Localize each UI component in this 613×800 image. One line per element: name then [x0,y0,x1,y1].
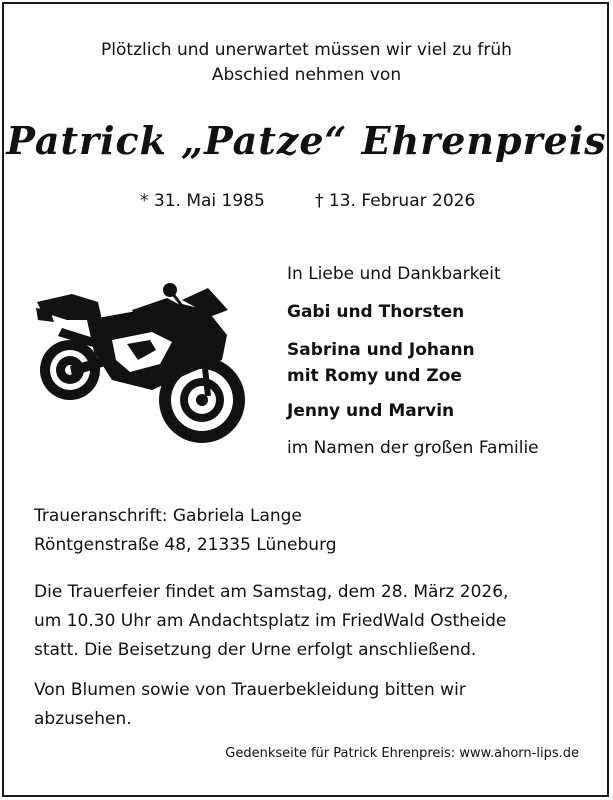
mourning-address [34,502,337,560]
mourners-outro: im Namen der großen Familie [287,438,539,458]
mourners-intro: In Liebe und Dankbarkeit [287,264,501,284]
death-date: † 13. Februar 2026 [315,191,476,211]
ceremony-text [34,578,594,665]
flowers-request [34,676,594,734]
ceremony-line-3: statt. Die Beisetzung der Urne erfolgt anschließend. [34,640,477,660]
mourners-group-1: Gabi und Thorsten [287,302,465,322]
address-line-1: Traueranschrift: Gabriela Lange [34,506,302,526]
ceremony-line-1: Die Trauerfeier findet am Samstag, dem 28. März 2026, [34,582,509,602]
mourners-group-2-line-2: mit Romy und Zoe [287,366,462,386]
mourners-group-2-line-1: Sabrina und Johann [287,340,475,360]
birth-date: * 31. Mai 1985 [140,191,265,211]
motorcycle-illustration [32,280,250,446]
flowers-line-1: Von Blumen sowie von Trauerbekleidung bitten wir [34,680,466,700]
memorial-page-link[interactable]: Gedenkseite für Patrick Ehrenpreis: www.ahorn-lips.de [225,746,579,761]
ceremony-line-2: um 10.30 Uhr am Andachtsplatz im FriedWald Ostheide [34,611,507,631]
deceased-name: Patrick „Patze“ Ehrenpreis [6,118,607,163]
intro-line-2: Abschied nehmen von [211,65,402,85]
intro-line-1: Plötzlich und unerwartet müssen wir viel zu früh [101,40,512,60]
intro-text [0,38,613,88]
address-line-2: Röntgenstraße 48, 21335 Lüneburg [34,535,337,555]
mourners-group-3: Jenny und Marvin [287,401,455,421]
flowers-line-2: abzusehen. [34,709,132,729]
